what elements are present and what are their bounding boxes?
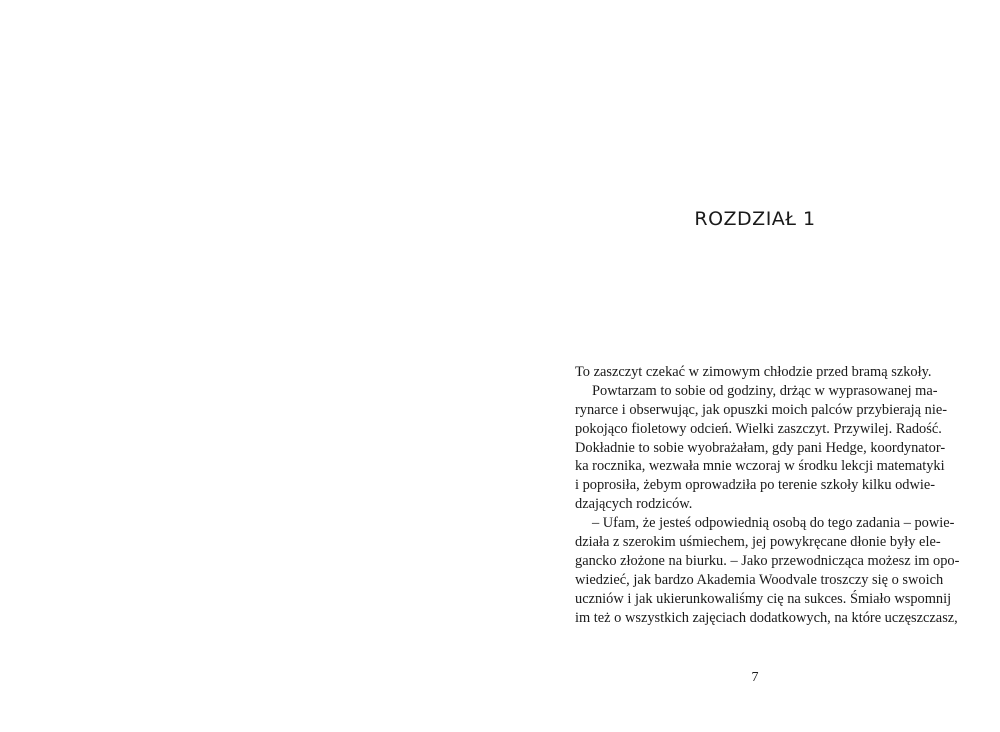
- text-line: pokojąco fioletowy odcień. Wielki zaszczyt. Przywilej. Radość.: [575, 420, 942, 437]
- text-line: To zaszczyt czekać w zimowym chłodzie przed bramą szkoły.: [575, 364, 932, 380]
- text-line: Powtarzam to sobie od godziny, drżąc w wyprasowanej ma-: [592, 382, 938, 399]
- text-line: im też o wszystkich zajęciach dodatkowych, na które uczęszczasz,: [575, 609, 958, 626]
- text-line: i poprosiła, żebym oprowadziła po terenie szkoły kilku odwie-: [575, 477, 936, 494]
- chapter-body-text: [575, 363, 960, 627]
- text-line: ka rocznika, wezwała mnie wczoraj w środku lekcji matematyki: [575, 458, 945, 475]
- text-line: Dokładnie to sobie wyobrażałam, gdy pani Hedge, koordynator-: [575, 439, 946, 456]
- text-line: uczniów i jak ukierunkowaliśmy cię na sukces. Śmiało wspomnij: [575, 590, 952, 607]
- text-line: – Ufam, że jesteś odpowiednią osobą do tego zadania – powie-: [592, 515, 955, 532]
- text-line: działa z szerokim uśmiechem, jej powykręcane dłonie były ele-: [575, 534, 941, 551]
- chapter-title: ROZDZIAŁ 1: [694, 208, 816, 230]
- text-line: dzających rodziców.: [575, 496, 693, 513]
- page-number: 7: [751, 670, 759, 685]
- text-line: rynarce i obserwując, jak opuszki moich palców przybierają nie-: [575, 401, 948, 418]
- text-line: gancko złożone na biurku. – Jako przewodnicząca możesz im opo-: [575, 552, 960, 569]
- text-line: wiedzieć, jak bardzo Akademia Woodvale troszczy się o swoich: [575, 571, 944, 588]
